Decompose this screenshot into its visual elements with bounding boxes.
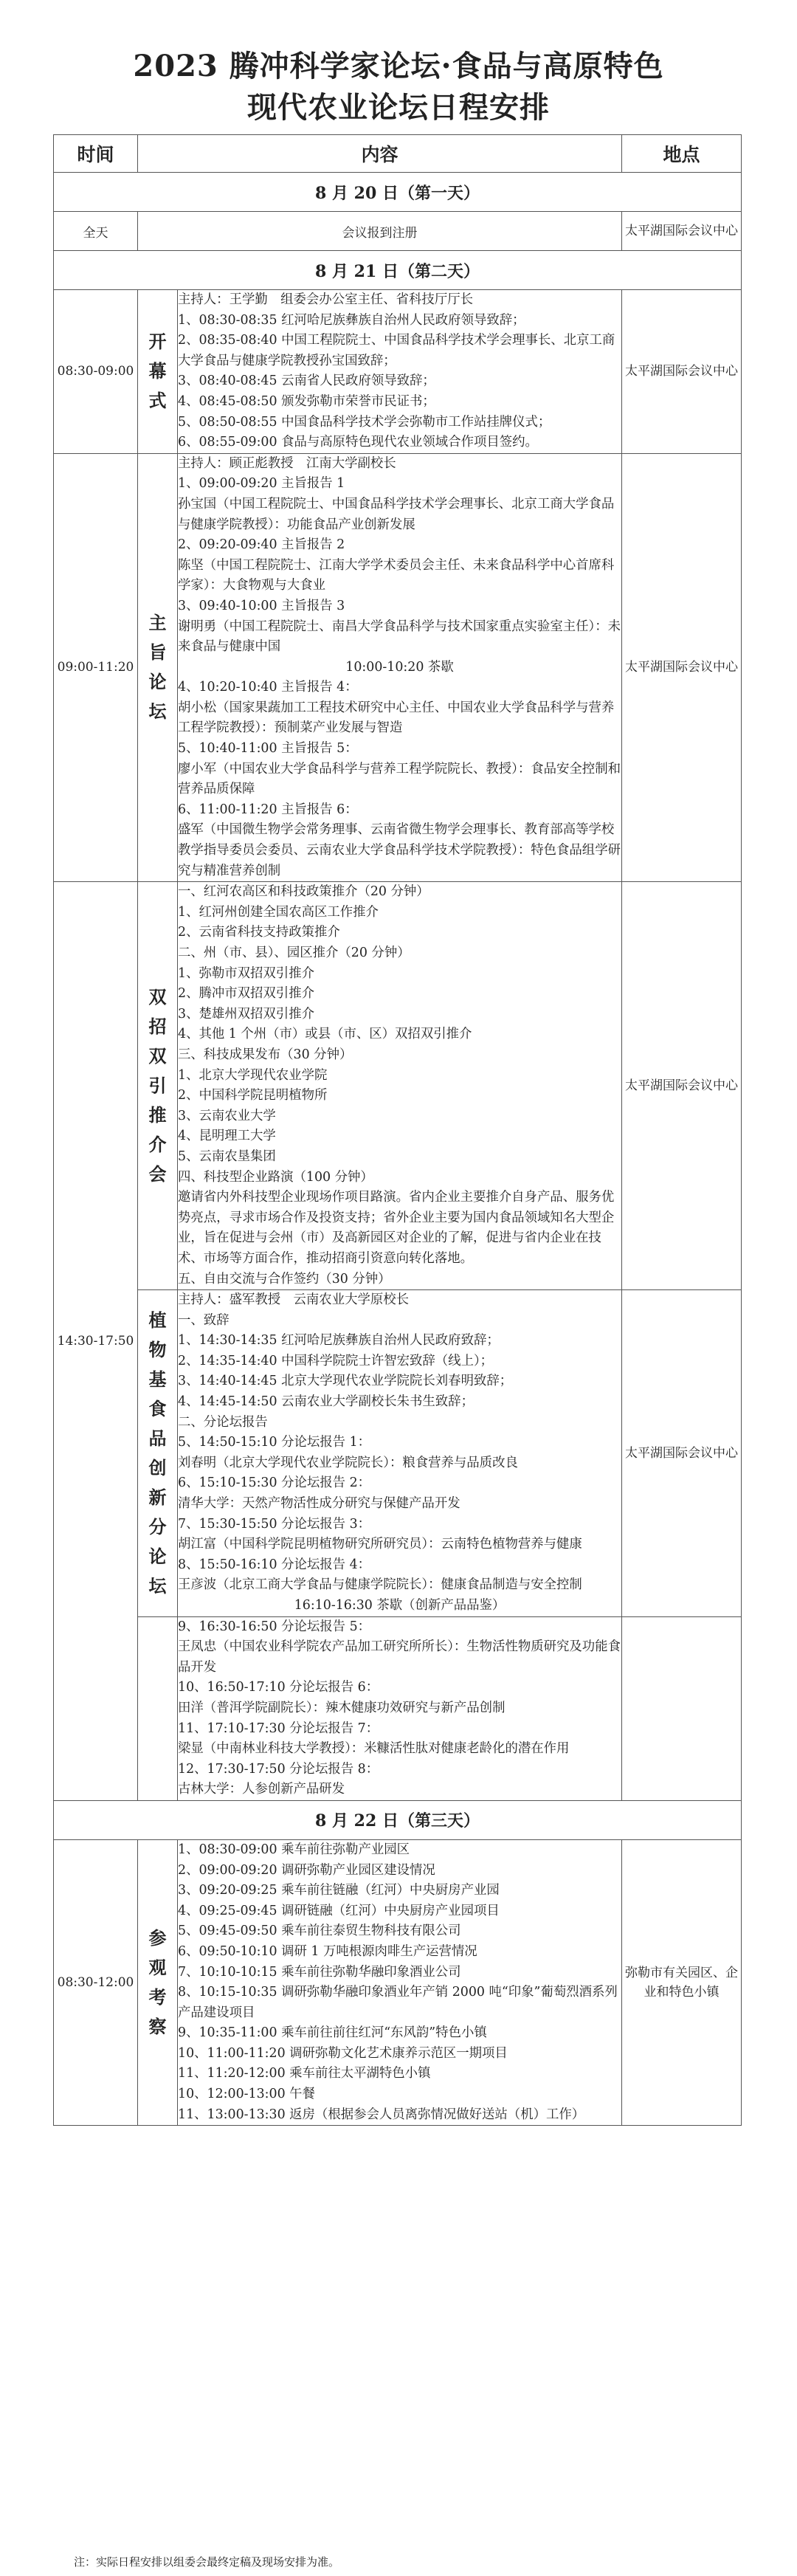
plant-forum-cont-line: 古林大学：人参创新产品研发 <box>178 1782 345 1797</box>
title-line-2: 现代农业论坛日程安排 <box>247 90 550 125</box>
plant-forum-line: 4、14:45-14:50 云南农业大学副校长朱书生致辞； <box>178 1394 474 1410</box>
header-location: 地点 <box>622 135 742 173</box>
plant-forum-cont-line: 9、16:30-16:50 分论坛报告 5： <box>178 1619 371 1634</box>
title-line-1: 2023 腾冲科学家论坛·食品与高原特色 <box>133 49 664 83</box>
visit-line: 9、10:35-11:00 乘车前往前往红河“东风韵”特色小镇 <box>178 2025 487 2041</box>
keynote-content <box>178 453 622 881</box>
investment-line: 2、云南省科技支持政策推介 <box>178 925 340 940</box>
investment-line: 5、云南农垦集团 <box>178 1148 276 1164</box>
visit-line: 2、09:00-09:20 调研弥勒产业园区建设情况 <box>178 1862 435 1878</box>
registration-row <box>54 212 742 251</box>
keynote-line: 2、09:20-09:40 主旨报告 2 <box>178 537 345 553</box>
registration-time: 全天 <box>54 212 138 251</box>
keynote-section: 主 旨 论 坛 <box>138 453 178 881</box>
table-header-row <box>54 135 742 173</box>
keynote-line: 胡小松（国家果蔬加工工程技术研究中心主任、中国农业大学食品科学与营养工程学院教授）：预制菜产业发展与智造 <box>178 700 615 736</box>
keynote-line: 孙宝国（中国工程院院士、中国食品科学技术学会理事长、北京工商大学食品与健康学院教授）：功能食品产业创新发展 <box>178 496 615 532</box>
opening-line: 主持人：王学勤 组委会办公室主任、省科技厅厅长 <box>178 292 473 307</box>
plant-forum-line: 清华大学：天然产物活性成分研究与保健产品开发 <box>178 1496 460 1512</box>
afternoon-time: 14:30-17:50 <box>54 882 138 1801</box>
day2-label: 8 月 21 日（第二天） <box>54 251 742 290</box>
plant-forum-line: 主持人：盛军教授 云南农业大学原校长 <box>178 1292 410 1308</box>
opening-line: 5、08:50-08:55 中国食品科学技术学会弥勒市工作站挂牌仪式； <box>178 414 551 430</box>
plant-forum-line: 3、14:40-14:45 北京大学现代农业学院院长刘春明致辞； <box>178 1374 513 1389</box>
plant-forum-location: 太平湖国际会议中心 <box>622 1290 742 1617</box>
plant-forum-row <box>54 1290 742 1617</box>
keynote-line: 廖小军（中国农业大学食品科学与营养工程学院院长、教授）：食品安全控制和营养品质保障 <box>178 761 621 797</box>
plant-forum-cont-line: 王凤忠（中国农业科学院农产品加工研究所所长）：生物活性物质研究及功能食品开发 <box>178 1639 621 1675</box>
investment-line: 一、红河农高区和科技政策推介（20 分钟） <box>178 884 429 900</box>
plant-forum-line: 2、14:35-14:40 中国科学院院士许智宏致辞（线上）； <box>178 1353 494 1368</box>
investment-line: 二、州（市、县）、园区推介（20 分钟） <box>178 946 410 960</box>
keynote-line: 3、09:40-10:00 主旨报告 3 <box>178 598 345 613</box>
investment-line: 3、楚雄州双招双引推介 <box>178 1006 314 1022</box>
visit-line: 11、11:20-12:00 乘车前往太平湖特色小镇 <box>178 2066 431 2081</box>
plant-forum-cont-row <box>54 1616 742 1800</box>
opening-line: 4、08:45-08:50 颁发弥勒市荣誉市民证书； <box>178 393 435 409</box>
investment-line: 三、科技成果发布（30 分钟） <box>178 1047 353 1062</box>
keynote-row <box>54 453 742 881</box>
plant-forum-cont-location <box>622 1616 742 1800</box>
plant-forum-line: 7、15:30-15:50 分论坛报告 3： <box>178 1516 371 1532</box>
plant-forum-cont-line: 梁显（中南林业科技大学教授）：米糠活性肽对健康老龄化的潜在作用 <box>178 1741 570 1757</box>
plant-forum-cont-line: 10、16:50-17:10 分论坛报告 6： <box>178 1680 379 1695</box>
keynote-time: 09:00-11:20 <box>54 453 138 881</box>
investment-location: 太平湖国际会议中心 <box>622 882 742 1290</box>
plant-forum-cont-content <box>178 1616 622 1800</box>
plant-forum-cont-line: 11、17:10-17:30 分论坛报告 7： <box>178 1721 379 1736</box>
opening-time: 08:30-09:00 <box>54 290 138 454</box>
header-time: 时间 <box>54 135 138 173</box>
keynote-line: 1、09:00-09:20 主旨报告 1 <box>178 476 345 492</box>
day1-row <box>54 173 742 212</box>
plant-forum-section: 植 物 基 食 品 创 新 分 论 坛 <box>138 1290 178 1617</box>
opening-line: 6、08:55-09:00 食品与高原特色现代农业领域合作项目签约。 <box>178 435 538 450</box>
plant-forum-line: 王彦波（北京工商大学食品与健康学院院长）：健康食品制造与安全控制 <box>178 1577 582 1593</box>
visit-content <box>178 1839 622 2125</box>
visit-line: 10、12:00-13:00 午餐 <box>178 2087 315 2102</box>
visit-time: 08:30-12:00 <box>54 1839 138 2125</box>
visit-section: 参 观 考 察 <box>138 1839 178 2125</box>
day3-row <box>54 1800 742 1839</box>
plant-forum-line: 5、14:50-15:10 分论坛报告 1： <box>178 1435 371 1450</box>
opening-line: 2、08:35-08:40 中国工程院院士、中国食品科学技术学会理事长、北京工商大学食品与健康学院教授孙宝国致辞； <box>178 333 615 368</box>
plant-forum-tea-break: 16:10-16:30 茶歇（创新产品品鉴） <box>294 1598 506 1613</box>
keynote-line: 陈坚（中国工程院院士、江南大学学术委员会主任、未来食品科学中心首席科学家）：大食物观与大食业 <box>178 557 615 593</box>
plant-forum-content <box>178 1290 622 1617</box>
keynote-line: 4、10:20-10:40 主旨报告 4： <box>178 680 358 695</box>
visit-line: 11、13:00-13:30 返房（根据参会人员离弥情况做好送站（机）工作） <box>178 2107 585 2122</box>
investment-line: 1、弥勒市双招双引推介 <box>178 965 314 981</box>
investment-line: 邀请省内外科技型企业现场作项目路演。省内企业主要推介自身产品、服务优势亮点，寻求市场合作及投资支持；省外企业主要为国内食品领域知名大型企业，旨在促进与会州（市）及高新园区对企业的了解，促进与省内企业在技术、市场等方面合作，推动招商引资意向转化落地。 <box>178 1190 615 1266</box>
keynote-line: 5、10:40-11:00 主旨报告 5： <box>178 741 358 757</box>
keynote-location: 太平湖国际会议中心 <box>622 453 742 881</box>
plant-forum-line: 一、致辞 <box>178 1312 230 1328</box>
visit-line: 10、11:00-11:20 调研弥勒文化艺术康养示范区一期项目 <box>178 2045 508 2061</box>
investment-line: 3、云南农业大学 <box>178 1108 276 1123</box>
plant-forum-line: 8、15:50-16:10 分论坛报告 4： <box>178 1557 371 1572</box>
investment-line: 1、红河州创建全国农高区工作推介 <box>178 904 379 920</box>
plant-forum-line: 二、分论坛报告 <box>178 1414 268 1430</box>
page-title <box>0 0 797 128</box>
keynote-tea-break: 10:00-10:20 茶歇 <box>345 659 454 675</box>
visit-line: 4、09:25-09:45 调研链融（红河）中央厨房产业园项目 <box>178 1903 500 1918</box>
visit-line: 8、10:15-10:35 调研弥勒华融印象酒业年产销 2000 吨“印象”葡萄烈酒系列产品建设项目 <box>178 1985 618 2020</box>
visit-line: 6、09:50-10:10 调研 1 万吨根源肉啡生产运营情况 <box>178 1943 477 1959</box>
opening-location: 太平湖国际会议中心 <box>622 290 742 454</box>
plant-forum-line: 刘春明（北京大学现代农业学院院长）：粮食营养与品质改良 <box>178 1455 518 1470</box>
opening-content <box>178 290 622 454</box>
investment-line: 4、昆明理工大学 <box>178 1129 276 1144</box>
investment-line: 五、自由交流与合作签约（30 分钟） <box>178 1271 391 1287</box>
registration-content: 会议报到注册 <box>138 212 622 251</box>
day3-label: 8 月 22 日（第三天） <box>54 1800 742 1839</box>
investment-line: 4、其他 1 个州（市）或县（市、区）双招双引推介 <box>178 1027 472 1042</box>
visit-line: 7、10:10-10:15 乘车前往弥勒华融印象酒业公司 <box>178 1964 461 1980</box>
plant-forum-line: 1、14:30-14:35 红河哈尼族彝族自治州人民政府致辞； <box>178 1333 500 1349</box>
visit-location: 弥勒市有关园区、企业和特色小镇 <box>622 1839 742 2125</box>
schedule-table <box>53 134 742 2126</box>
opening-section: 开 幕 式 <box>138 290 178 454</box>
keynote-line: 主持人：顾正彪教授 江南大学副校长 <box>178 455 396 471</box>
investment-row <box>54 882 742 1290</box>
keynote-line: 盛军（中国微生物学会常务理事、云南省微生物学会理事长、教育部高等学校教学指导委员会委员、云南农业大学食品科学技术学院教授）：特色食品组学研究与精准营养创制 <box>178 822 621 878</box>
investment-line: 2、腾冲市双招双引推介 <box>178 986 314 1002</box>
plant-forum-line: 胡江富（中国科学院昆明植物研究所研究员）：云南特色植物营养与健康 <box>178 1537 582 1552</box>
visit-line: 3、09:20-09:25 乘车前往链融（红河）中央厨房产业园 <box>178 1883 500 1898</box>
investment-line: 1、北京大学现代农业学院 <box>178 1067 328 1083</box>
keynote-line: 6、11:00-11:20 主旨报告 6： <box>178 802 358 817</box>
footnote: 注：实际日程安排以组委会最终定稿及现场安排为准。 <box>74 2555 340 2569</box>
day1-label: 8 月 20 日（第一天） <box>54 173 742 212</box>
plant-forum-cont-line: 12、17:30-17:50 分论坛报告 8： <box>178 1761 379 1777</box>
visit-row <box>54 1839 742 2125</box>
plant-forum-cont-line: 田洋（普洱学院副院长）：辣木健康功效研究与新产品创制 <box>178 1700 506 1715</box>
visit-line: 1、08:30-09:00 乘车前往弥勒产业园区 <box>178 1842 410 1857</box>
registration-location: 太平湖国际会议中心 <box>622 212 742 251</box>
day2-row <box>54 251 742 290</box>
opening-line: 3、08:40-08:45 云南省人民政府领导致辞； <box>178 373 435 389</box>
investment-line: 2、中国科学院昆明植物所 <box>178 1088 328 1103</box>
visit-line: 5、09:45-09:50 乘车前往泰贸生物科技有限公司 <box>178 1924 461 1939</box>
investment-section: 双 招 双 引 推 介 会 <box>138 882 178 1290</box>
investment-line: 四、科技型企业路演（100 分钟） <box>178 1169 373 1185</box>
header-content: 内容 <box>138 135 622 173</box>
opening-line: 1、08:30-08:35 红河哈尼族彝族自治州人民政府领导致辞； <box>178 312 525 328</box>
keynote-line: 谢明勇（中国工程院院士、南昌大学食品科学与技术国家重点实验室主任）：未来食品与健康中国 <box>178 619 621 655</box>
opening-row <box>54 290 742 454</box>
plant-forum-line: 6、15:10-15:30 分论坛报告 2： <box>178 1475 371 1491</box>
plant-forum-cont-section <box>138 1616 178 1800</box>
investment-content <box>178 882 622 1290</box>
